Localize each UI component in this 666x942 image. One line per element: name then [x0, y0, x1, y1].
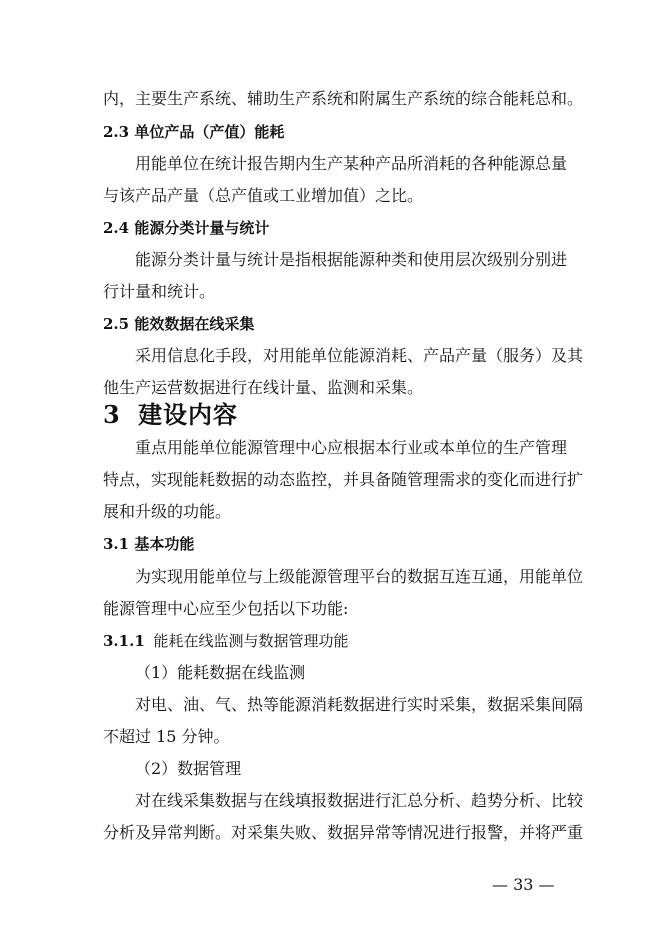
- paragraph-line: 能源分类计量与统计是指根据能源种类和使用层次级别分别进: [135, 250, 568, 269]
- paragraph-line: 展和升级的功能。: [103, 502, 232, 521]
- section-heading-2-5: 2.5 能效数据在线采集: [103, 315, 255, 333]
- chapter-number: 3: [103, 400, 121, 429]
- subsection-title: 能耗在线监测与数据管理功能: [153, 632, 349, 650]
- page-number: — 33 —: [492, 875, 555, 894]
- paragraph-line: 对电、油、气、热等能源消耗数据进行实时采集，数据采集间隔: [135, 695, 584, 714]
- section-heading-2-3: 2.3 单位产品（产值）能耗: [103, 123, 285, 141]
- paragraph-line: 用能单位在统计报告期内生产某种产品所消耗的各种能源总量: [135, 154, 568, 173]
- chapter-heading-3: [103, 400, 238, 430]
- paragraph-line: 特点，实现能耗数据的动态监控，并具备随管理需求的变化而进行扩: [103, 470, 584, 489]
- paragraph-line: 行计量和统计。: [103, 282, 216, 301]
- paragraph-line: 对在线采集数据与在线填报数据进行汇总分析、趋势分析、比较: [135, 791, 584, 810]
- subsection-heading-3-1-1: [103, 630, 349, 652]
- paragraph-line: 为实现用能单位与上级能源管理平台的数据互连互通，用能单位: [135, 567, 584, 586]
- section-heading-3-1: 3.1 基本功能: [103, 535, 195, 553]
- subsection-number: 3.1.1: [103, 632, 145, 650]
- paragraph-line: 内，主要生产系统、辅助生产系统和附属生产系统的综合能耗总和。: [103, 89, 584, 108]
- paragraph-line: 与该产品产量（总产值或工业增加值）之比。: [103, 186, 424, 205]
- paragraph-line: 分析及异常判断。对采集失败、数据异常等情况进行报警，并将严重: [103, 823, 584, 842]
- paragraph-line: 他生产运营数据进行在线计量、监测和采集。: [103, 378, 424, 397]
- paragraph-line: 不超过 15 分钟。: [103, 727, 230, 746]
- list-item: （2）数据管理: [135, 759, 242, 778]
- section-heading-2-4: 2.4 能源分类计量与统计: [103, 219, 270, 237]
- chapter-title: 建设内容: [138, 400, 239, 429]
- list-item: （1）能耗数据在线监测: [135, 663, 306, 682]
- paragraph-line: 重点用能单位能源管理中心应根据本行业或本单位的生产管理: [135, 438, 568, 457]
- paragraph-line: 采用信息化手段，对用能单位能源消耗、产品产量（服务）及其: [135, 346, 584, 365]
- paragraph-line: 能源管理中心应至少包括以下功能:: [103, 599, 349, 618]
